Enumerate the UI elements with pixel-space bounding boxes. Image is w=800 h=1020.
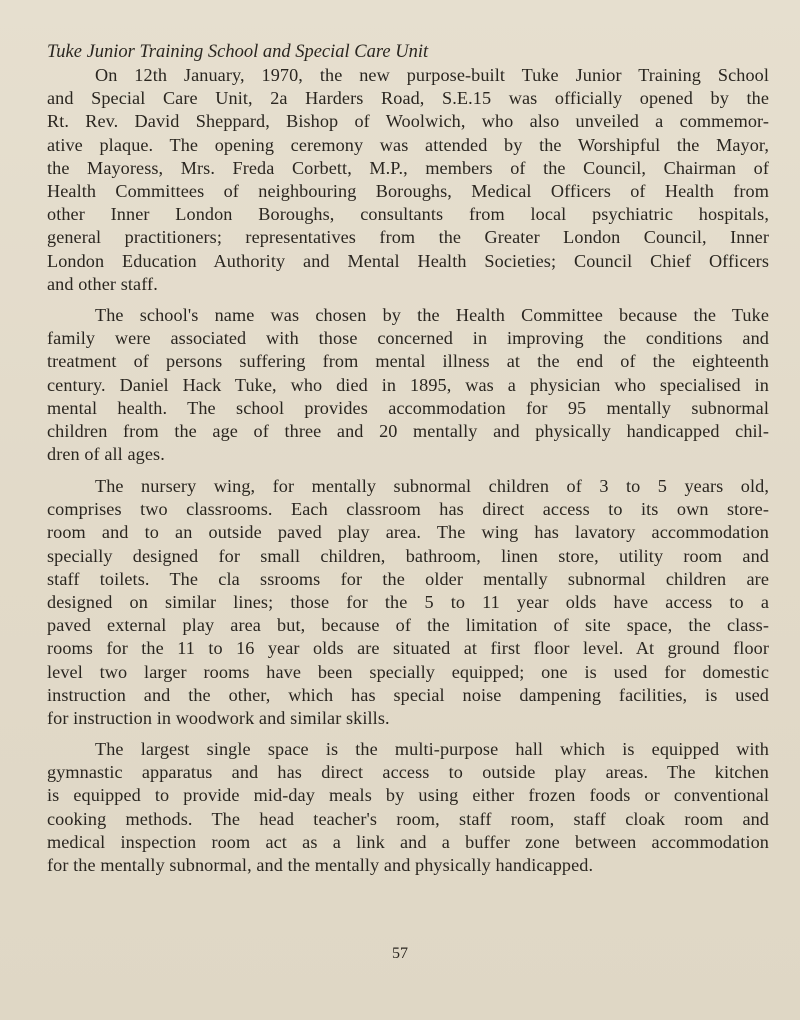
paragraph-line: level two larger rooms have been specially equipped; one is used for domestic (47, 661, 769, 682)
paragraph-line: other Inner London Boroughs, consultants from local psychiatric hospitals, (47, 204, 769, 225)
paragraph-line: designed on similar lines; those for the 5 to 11 year olds have access to a (47, 591, 769, 612)
paragraph-line: children from the age of three and 20 mentally and physically handicapped chil- (47, 420, 769, 441)
paragraph-line: family were associated with those concerned in improving the conditions and (47, 328, 769, 349)
paragraph-line: The school's name was chosen by the Health Committee because the Tuke (95, 305, 769, 325)
paragraph-line: the Mayoress, Mrs. Freda Corbett, M.P., members of the Council, Chairman of (47, 157, 769, 178)
paragraph-line: paved external play area but, because of the limitation of site space, the class- (47, 615, 769, 636)
paragraph-line: instruction and the other, which has special noise dampening facilities, is used (47, 684, 769, 705)
paragraph-line: London Education Authority and Mental Health Societies; Council Chief Officers (47, 250, 769, 271)
paragraph-line: for the mentally subnormal, and the mentally and physically handicapped. (47, 854, 594, 875)
paragraph-line: treatment of persons suffering from mental illness at the end of the eighteenth (47, 351, 769, 372)
paragraph-line: mental health. The school provides accommodation for 95 mentally subnormal (47, 397, 769, 418)
paragraph-line: rooms for the 11 to 16 year olds are situated at first floor level. At ground floor (47, 638, 769, 659)
paragraph-line: medical inspection room act as a link and a buffer zone between accommodation (47, 831, 769, 852)
paragraph-line: century. Daniel Hack Tuke, who died in 1895, was a physician who specialised in (47, 374, 769, 395)
paragraph-line: dren of all ages. (47, 444, 165, 465)
page-number: 57 (392, 945, 408, 962)
paragraph-line: Rt. Rev. David Sheppard, Bishop of Woolwich, who also unveiled a commemor- (47, 111, 769, 132)
paragraph-line: The largest single space is the multi-purpose hall which is equipped with (95, 739, 769, 759)
paragraph-line: On 12th January, 1970, the new purpose-built Tuke Junior Training School (95, 65, 769, 85)
section-heading: Tuke Junior Training School and Special Care Unit (47, 42, 429, 62)
paragraph-line: gymnastic apparatus and has direct access to outside play areas. The kitchen (47, 762, 769, 783)
paragraph-line: staff toilets. The cla ssrooms for the older mentally subnormal children are (47, 568, 769, 589)
paragraph-opening (47, 64, 769, 296)
paragraph-line: cooking methods. The head teacher's room, staff room, staff cloak room and (47, 808, 769, 829)
paragraph-line: room and to an outside paved play area. The wing has lavatory accommodation (47, 522, 769, 543)
paragraph-line: Health Committees of neighbouring Boroughs, Medical Officers of Health from (47, 180, 769, 201)
paragraph-line: general practitioners; representatives from the Greater London Council, Inner (47, 227, 769, 248)
paragraph-school-name (47, 304, 769, 466)
paragraph-line: is equipped to provide mid-day meals by using either frozen foods or conventional (47, 785, 769, 806)
paragraph-line: specially designed for small children, bathroom, linen store, utility room and (47, 545, 769, 566)
paragraph-line: for instruction in woodwork and similar skills. (47, 707, 390, 728)
paragraph-line: ative plaque. The opening ceremony was attended by the Worshipful the Mayor, (47, 134, 769, 155)
paragraph-nursery-wing (47, 475, 769, 730)
paragraph-multipurpose-hall (47, 738, 769, 877)
paragraph-line: The nursery wing, for mentally subnormal children of 3 to 5 years old, (95, 476, 769, 496)
paragraph-line: and other staff. (47, 273, 158, 294)
paragraph-line: and Special Care Unit, 2a Harders Road, S.E.15 was officially opened by the (47, 88, 769, 109)
paragraph-line: comprises two classrooms. Each classroom has direct access to its own store- (47, 499, 769, 520)
